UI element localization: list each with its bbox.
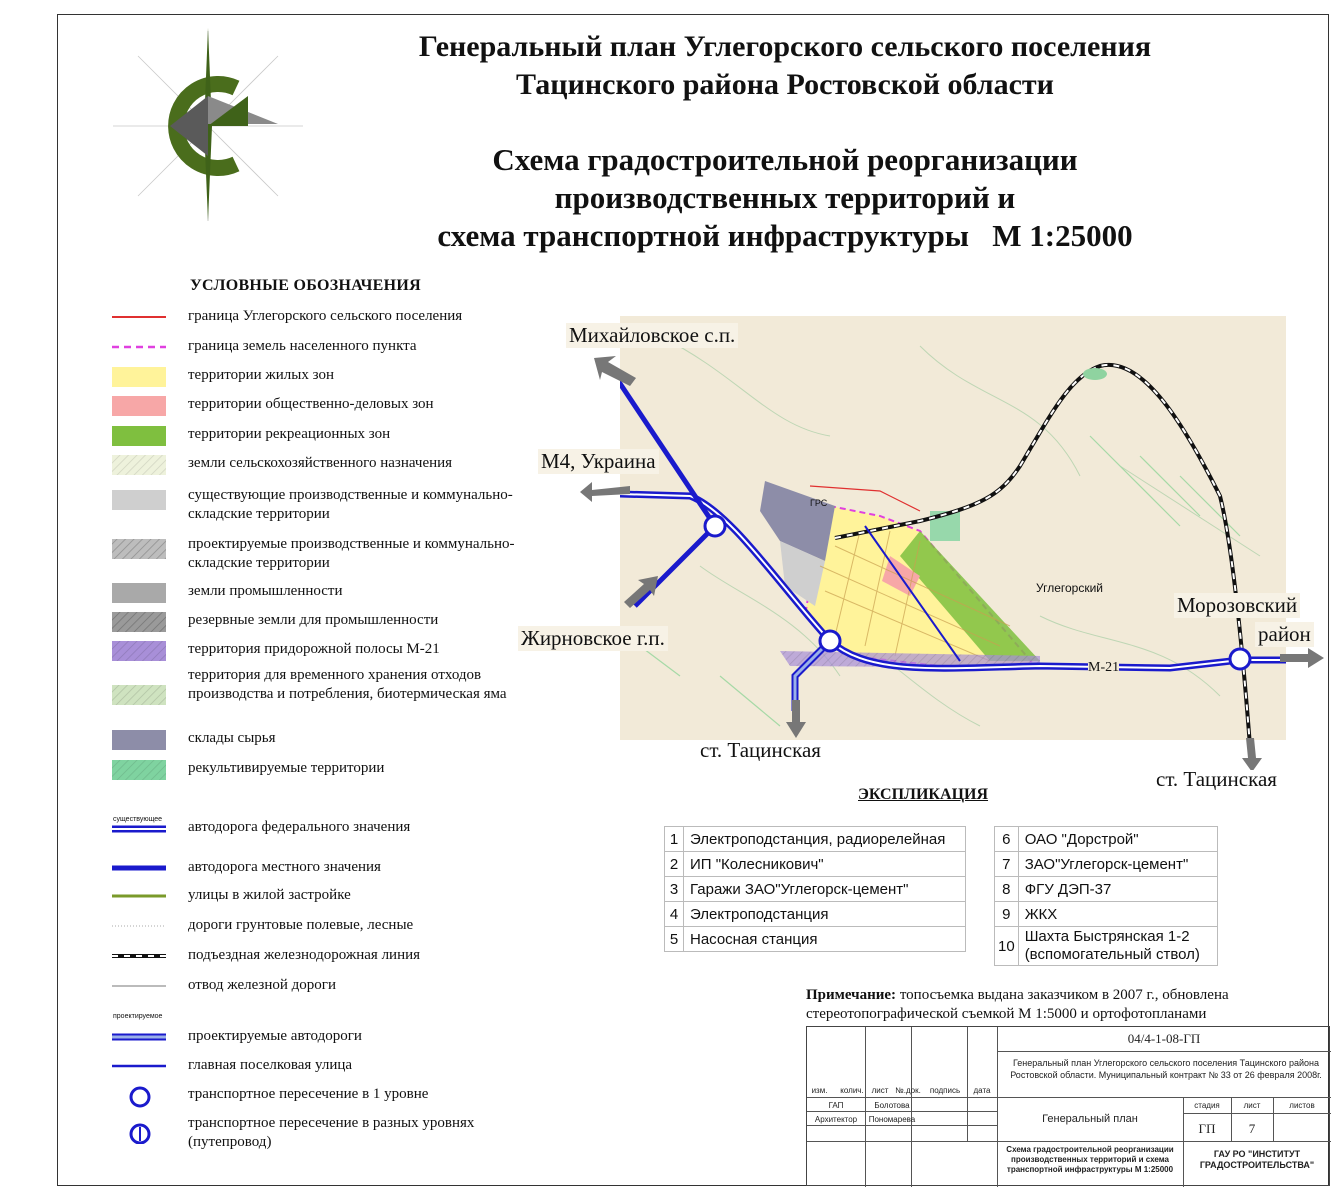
legend-label: автодорога федерального значения	[188, 819, 411, 835]
institute-logo	[108, 26, 308, 226]
row-number: 1	[665, 827, 684, 852]
title-line-4: производственных территорий и	[554, 180, 1016, 215]
label-zhirnovskoe: Жирновское г.п.	[518, 626, 668, 651]
row-number: 4	[665, 902, 684, 927]
legend-label: автодорога местного значения	[188, 859, 381, 875]
explication-row	[665, 852, 966, 877]
title-block	[806, 1026, 1330, 1186]
row-number: 6	[995, 827, 1019, 852]
label-uglegorsky: Углегорский	[1036, 581, 1103, 595]
title-line-2: Тацинского района Ростовской области	[516, 68, 1054, 101]
title-line-1: Генеральный план Углегорского сельского поселения	[418, 30, 1152, 63]
row-name: Электроподстанция	[684, 902, 966, 927]
role-gap: ГАП	[828, 1101, 844, 1110]
organization: ГАУ РО "ИНСТИТУТ ГРАДОСТРОИТЕЛЬСТВА"	[1199, 1149, 1315, 1170]
row-number: 8	[995, 877, 1019, 902]
label-tatsinskaya-1: ст. Тацинская	[700, 738, 821, 762]
col-kolich: колич.	[840, 1086, 864, 1095]
row-name: ФГУ ДЭП-37	[1018, 877, 1217, 902]
explication-row	[995, 902, 1218, 927]
explication-row	[665, 927, 966, 952]
legend-label: земли промышленности	[188, 583, 343, 599]
label-raion: район	[1255, 622, 1314, 647]
sheet-value: 7	[1248, 1121, 1256, 1136]
legend-label: подъездная железнодорожная линия	[188, 947, 421, 963]
row-number: 3	[665, 877, 684, 902]
sheet-label: лист	[1243, 1101, 1261, 1110]
legend-label: территории общественно-деловых зон	[188, 396, 434, 412]
label-morozovsky: Морозовский	[1174, 593, 1300, 618]
legend-label: резервные земли для промышленности	[188, 612, 439, 628]
label-tatsinskaya-2: ст. Тацинская	[1156, 767, 1277, 791]
legend-label: территории жилых зон	[188, 367, 334, 383]
legend-label: главная поселковая улица	[188, 1057, 353, 1073]
explication-table-left	[664, 826, 966, 952]
col-list: лист	[871, 1086, 889, 1095]
stage-label: стадия	[1194, 1101, 1220, 1110]
legend-label: дороги грунтовые полевые, лесные	[188, 917, 414, 933]
row-name: Насосная станция	[684, 927, 966, 952]
legend-label: территории рекреационных зон	[188, 426, 391, 442]
col-ndok: №.док.	[895, 1086, 921, 1095]
legend-label: граница земель населенного пункта	[188, 338, 417, 354]
col-data: дата	[973, 1086, 991, 1095]
label-mikhailovskoe: Михайловское с.п.	[566, 323, 738, 348]
drawing-title: Схема градостроительной реорганизации производственных территорий и схема транспортной инфраструктуры М 1:25000	[1006, 1145, 1174, 1174]
note-label: Примечание:	[806, 987, 897, 1003]
name-architect: Пономарева	[868, 1115, 916, 1124]
row-number: 7	[995, 852, 1019, 877]
label-m4-ukraine: М4, Украина	[538, 449, 659, 474]
row-number: 2	[665, 852, 684, 877]
legend-label: территория придорожной полосы М-21	[188, 641, 440, 657]
sheet-title: Генеральный план	[1042, 1113, 1138, 1125]
legend-label: транспортное пересечение в разных уровнях (путепровод)	[188, 1115, 475, 1150]
note	[806, 986, 1316, 1024]
title-line-5: схема транспортной инфраструктуры М 1:25000	[437, 218, 1133, 253]
legend-label: проектируемые автодороги	[188, 1028, 362, 1044]
row-name: ЖКХ	[1018, 902, 1217, 927]
explication-row	[995, 827, 1218, 852]
legend-label: существующие производственные и коммунально-складские территории	[188, 487, 513, 522]
stage-value: ГП	[1198, 1121, 1216, 1136]
projected-caption: проектируемое	[113, 1013, 163, 1020]
explication-row	[995, 852, 1218, 877]
legend-label: территория для временного хранения отходов производства и потребления, биотермическая яма	[188, 667, 507, 702]
row-name: Электроподстанция, радиорелейная	[684, 827, 966, 852]
col-izm: изм.	[811, 1086, 828, 1095]
existing-caption: существующее	[113, 816, 163, 823]
direction-arrows	[580, 350, 1340, 770]
explication-table-right	[994, 826, 1218, 966]
row-name: ОАО "Дорстрой"	[1018, 827, 1217, 852]
legend-title: УСЛОВНЫЕ ОБОЗНАЧЕНИЯ	[190, 277, 421, 294]
legend-label: отвод железной дороги	[188, 977, 336, 993]
name-gap: Болотова	[874, 1101, 910, 1110]
title-line-3: Схема градостроительной реорганизации	[492, 142, 1078, 177]
explication-row	[665, 902, 966, 927]
sheets-label: листов	[1289, 1101, 1315, 1110]
explication-row	[995, 877, 1218, 902]
legend-label: рекультивируемые территории	[188, 760, 385, 776]
explication-row	[665, 827, 966, 852]
row-name: Гаражи ЗАО"Углегорск-цемент"	[684, 877, 966, 902]
explication-row	[995, 927, 1218, 966]
row-number: 10	[995, 927, 1019, 966]
row-number: 5	[665, 927, 684, 952]
legend-label: земли сельскохозяйственного назначения	[188, 455, 453, 471]
row-name: ИП "Колесникович"	[684, 852, 966, 877]
explication-title: ЭКСПЛИКАЦИЯ	[858, 786, 989, 803]
row-name: ЗАО"Углегорск-цемент"	[1018, 852, 1217, 877]
label-grs: ГРС	[810, 498, 828, 508]
col-podpis: подпись	[929, 1086, 961, 1095]
explication-row	[665, 877, 966, 902]
row-name: Шахта Быстрянская 1-2 (вспомогательный ствол)	[1018, 927, 1217, 966]
legend-label: склады сырья	[188, 730, 276, 746]
note-text: топосъемка выдана заказчиком в 2007 г., обновлена стереотопографической съемкой М 1:5000 и ортофотопланами	[806, 987, 1229, 1022]
row-number: 9	[995, 902, 1019, 927]
role-architect: Архитектор	[814, 1115, 858, 1124]
legend-label: улицы в жилой застройке	[188, 887, 351, 903]
project-name: Генеральный план Углегорского сельского поселения Тацинского района Ростовской области. Муниципальный контракт № 33 от 26 февраля 2008г.	[1010, 1058, 1322, 1080]
label-m21: М-21	[1088, 660, 1120, 675]
legend-label: транспортное пересечение в 1 уровне	[188, 1086, 429, 1102]
legend-label: граница Углегорского сельского поселения	[188, 308, 463, 324]
legend-label: проектируемые производственные и коммунально-складские территории	[188, 536, 515, 571]
project-code: 04/4-1-08-ГП	[1127, 1031, 1201, 1046]
